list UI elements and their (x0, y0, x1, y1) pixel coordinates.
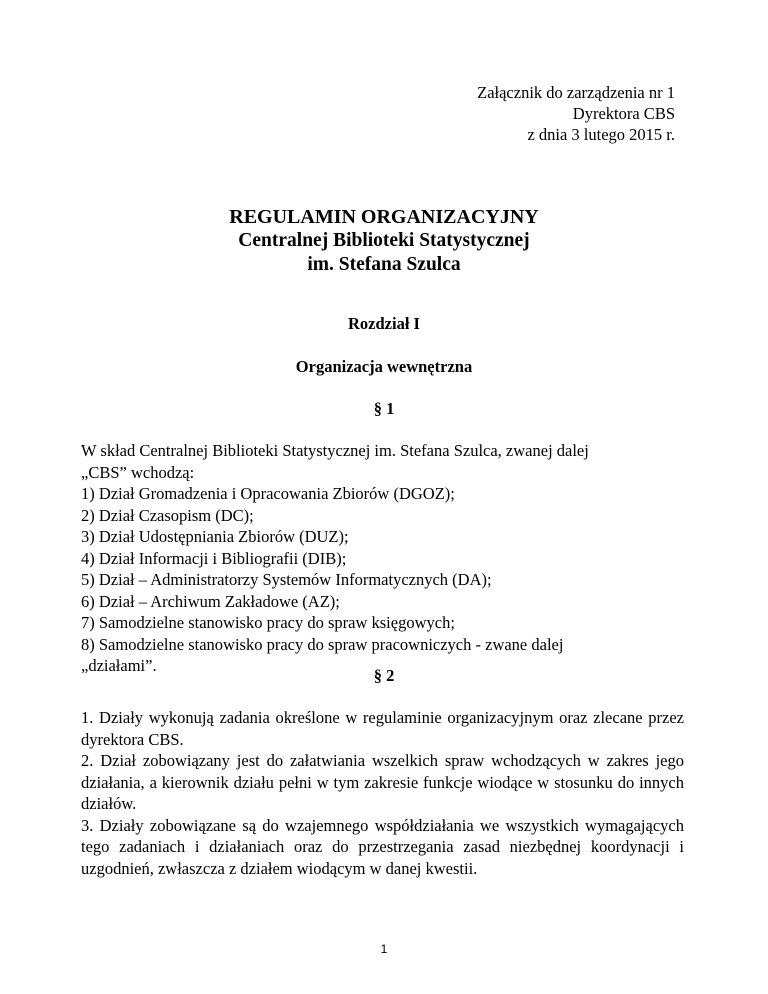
title-line-1: REGULAMIN ORGANIZACYJNY (229, 206, 539, 228)
annex-line-3: z dnia 3 lutego 2015 r. (527, 125, 675, 144)
chapter-heading: Rozdział I (348, 314, 420, 333)
list-item: 7) Samodzielne stanowisko pracy do spraw księgowych; (81, 613, 455, 632)
paragraph: 2. Dział zobowiązany jest do załatwiania wszelkich spraw wchodzących w zakres jego działania, a kierownik działu pełni w tym zakresie funkcje wiodące w stosunku do innych działów. (81, 751, 684, 813)
paragraph: 1. Działy wykonują zadania określone w regulaminie organizacyjnym oraz zlecane przez dyrektora CBS. (81, 708, 684, 749)
list-item: 8) Samodzielne stanowisko pracy do spraw pracowniczych - zwane dalej (81, 634, 564, 654)
title-line-2: Centralnej Biblioteki Statystycznej (238, 230, 530, 251)
list-item: 2) Dział Czasopism (DC); (81, 505, 254, 525)
list-item: 6) Dział – Archiwum Zakładowe (AZ); (81, 591, 340, 611)
chapter-subheading: Organizacja wewnętrzna (295, 357, 473, 376)
list-item: 1) Dział Gromadzenia i Opracowania Zbiorów (DGOZ); (81, 484, 455, 503)
list-item: 3) Dział Udostępniania Zbiorów (DUZ); (81, 527, 349, 546)
section-1-mark: § 1 (373, 399, 395, 418)
annex-note (477, 82, 675, 145)
list-item: 5) Dział – Administratorzy Systemów Informatycznych (DA); (81, 570, 492, 589)
section-1-intro-line-2: „CBS” wchodzą: (81, 462, 195, 482)
paragraph: 3. Działy zobowiązane są do wzajemnego współdziałania we wszystkich wymagających tego zadaniach i działaniach oraz do przestrzegania zasad niezbędnej koordynacji i uzgodnień, zwłaszcza z działem wiodącym w danej kwestii. (81, 815, 684, 878)
title-line-3: im. Stefana Szulca (307, 254, 461, 275)
section-2-mark: § 2 (373, 666, 395, 685)
section-2-body (81, 707, 684, 879)
section-1-body (81, 440, 681, 677)
page-number: 1 (380, 942, 388, 956)
list-item: 4) Dział Informacji i Bibliografii (DIB); (81, 548, 347, 568)
section-1-closing: „działami”. (81, 656, 157, 675)
section-1-intro-line-1: W skład Centralnej Biblioteki Statystycznej im. Stefana Szulca, zwanej dalej (81, 441, 589, 460)
document-title (0, 205, 768, 277)
annex-line-2: Dyrektora CBS (572, 104, 675, 123)
annex-line-1: Załącznik do zarządzenia nr 1 (477, 83, 675, 102)
